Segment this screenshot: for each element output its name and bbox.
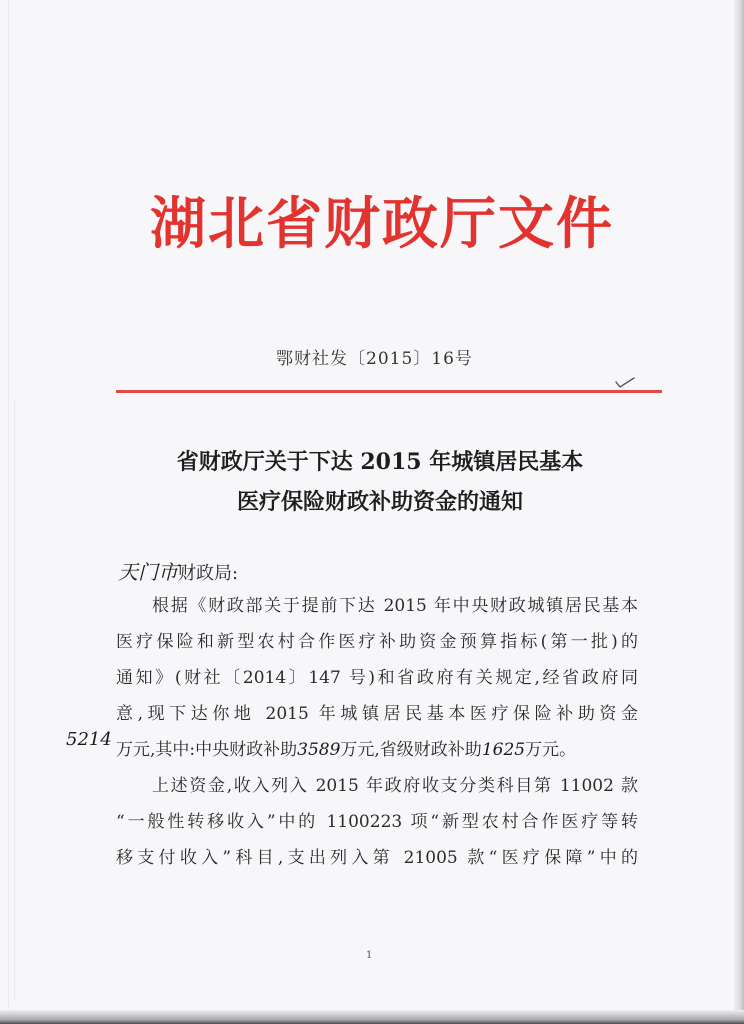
handwritten-central-amount: 3589 bbox=[297, 740, 341, 760]
body-text-fragment: 万元,其中:中央财政补助 bbox=[116, 740, 298, 760]
body-line: 根据《财政部关于提前下达 2015 年中央财政城镇居民基本 bbox=[152, 596, 638, 616]
handwritten-provincial-amount: 1625 bbox=[481, 740, 526, 760]
handwritten-total-amount: 5214 bbox=[66, 729, 112, 750]
body-text-fragment: 万元。 bbox=[525, 740, 577, 760]
scan-fold-line bbox=[14, 400, 15, 1000]
notice-title-line: 医疗保险财政补助资金的通知 bbox=[236, 489, 523, 515]
body-text-fragment: 万元,省级财政补助 bbox=[340, 740, 482, 760]
handwritten-recipient: 天门市 bbox=[118, 560, 178, 584]
recipient-label: 财政局: bbox=[178, 563, 239, 584]
header-red-rule bbox=[116, 390, 662, 393]
body-text bbox=[116, 588, 638, 876]
scan-edge bbox=[0, 1010, 744, 1024]
salutation bbox=[118, 556, 238, 585]
check-mark-icon bbox=[614, 376, 636, 390]
notice-title bbox=[120, 442, 640, 522]
body-line-amounts bbox=[116, 732, 638, 768]
scan-edge bbox=[734, 0, 744, 1024]
body-line: 意,现下达你地 2015 年城镇居民基本医疗保险补助资金 bbox=[116, 704, 638, 724]
scan-fold-line bbox=[8, 0, 9, 1024]
body-line: 上述资金,收入列入 2015 年政府收支分类科目第 11002 款 bbox=[152, 776, 638, 796]
notice-title-line: 省财政厅关于下达 2015 年城镇居民基本 bbox=[176, 449, 584, 475]
body-line: 移支付收入”科目,支出列入第 21005 款“医疗保障”中的 bbox=[116, 848, 638, 868]
body-line: “一般性转移收入”中的 1100223 项“新型农村合作医疗等转 bbox=[116, 812, 638, 832]
body-line: 医疗保险和新型农村合作医疗补助资金预算指标(第一批)的 bbox=[116, 632, 638, 652]
body-line: 通知》(财社〔2014〕147 号)和省政府有关规定,经省政府同 bbox=[116, 668, 638, 688]
page-number: 1 bbox=[366, 950, 373, 961]
issuer-title: 湖北省财政厅文件 bbox=[150, 191, 614, 257]
document-number: 鄂财社发〔2015〕16号 bbox=[276, 349, 473, 369]
